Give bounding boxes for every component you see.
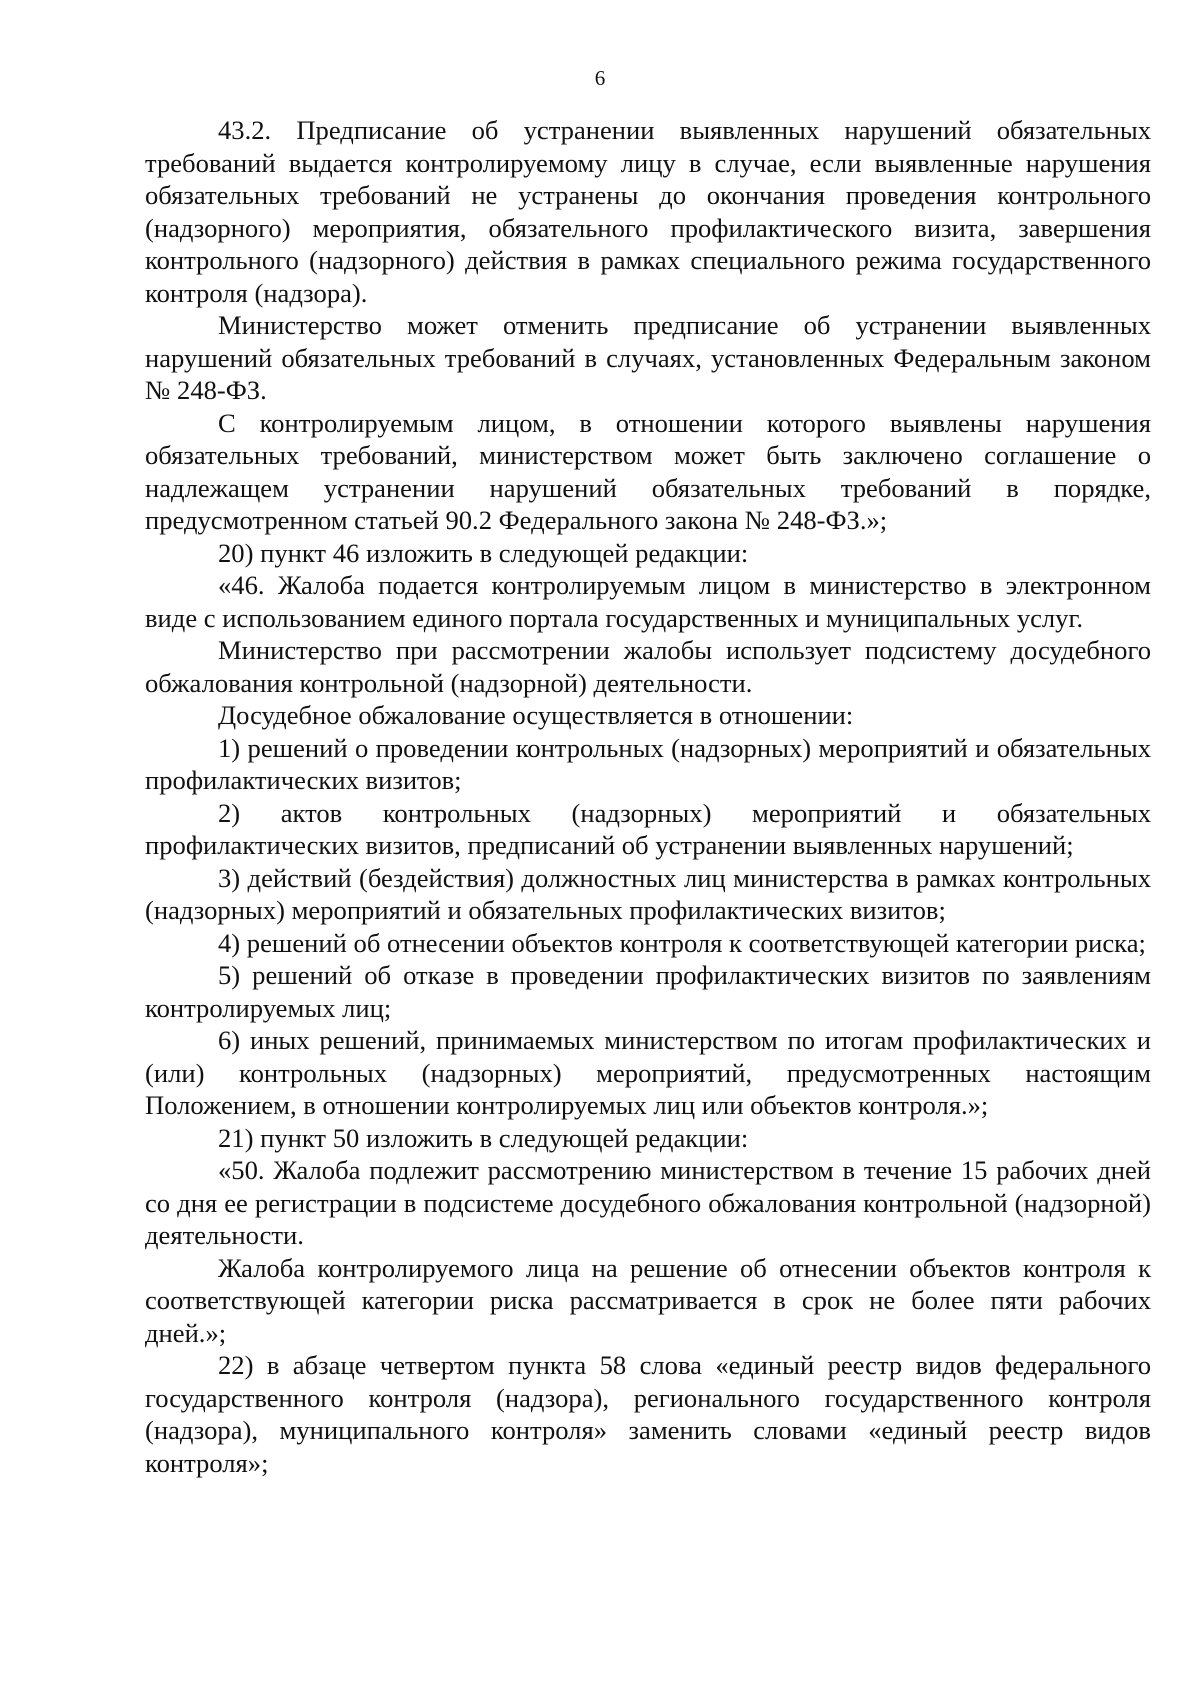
list-item-4: 4) решений об отнесении объектов контроля к соответствующей категории риска; [218,927,1146,958]
list-item-3: 3) действий (бездействия) должностных лиц министерства в рамках контрольных (надзорных) мероприятий и обязательных профилактических визитов; [145,862,1151,925]
list-item-1: 1) решений о проведении контрольных (надзорных) мероприятий и обязательных профилактических визитов; [145,732,1151,795]
paragraph-item-22: 22) в абзаце четвертом пункта 58 слова «единый реестр видов федерального государственного контроля (надзора), регионального государственного контроля (надзора), муниципального контроля» заменить словами «единый реестр видов контроля»; [145,1350,1151,1478]
paragraph-cancel-order: Министерство может отменить предписание об устранении выявленных нарушений обязательных требований в случаях, установленных Федеральным законом № 248-ФЗ. [145,310,1151,405]
list-item-2: 2) актов контрольных (надзорных) мероприятий и обязательных профилактических визитов, предписаний об устранении выявленных нарушений; [145,797,1151,860]
paragraph-item-20: 20) пункт 46 изложить в следующей редакции: [218,537,749,568]
paragraph-agreement: С контролируемым лицом, в отношении которого выявлены нарушения обязательных требований, министерством может быть заключено соглашение о надлежащем устранении нарушений обязательных требований в порядке, предусмотренном статьей 90.2 Федерального закона № 248-ФЗ.»; [145,407,1151,535]
paragraph-subsystem: Министерство при рассмотрении жалобы использует подсистему досудебного обжалования контрольной (надзорной) деятельности. [145,635,1151,698]
page-number: 6 [594,66,606,90]
document-body [145,114,1151,1479]
list-item-6: 6) иных решений, принимаемых министерством по итогам профилактических и (или) контрольных (надзорных) мероприятий, предусмотренных настоящим Положением, в отношении контролируемых лиц или объектов контроля.»; [145,1025,1151,1120]
paragraph-50: «50. Жалоба подлежит рассмотрению министерством в течение 15 рабочих дней со дня ее регистрации в подсистеме досудебного обжалования контрольной (надзорной) деятельности. [145,1155,1151,1250]
paragraph-appeal-scope: Досудебное обжалование осуществляется в отношении: [218,700,854,730]
paragraph-item-21: 21) пункт 50 изложить в следующей редакции: [218,1122,749,1153]
paragraph-43-2: 43.2. Предписание об устранении выявленных нарушений обязательных требований выдается контролируемому лицу в случае, если выявленные нарушения обязательных требований не устранены до окончания проведения контрольного (надзорного) мероприятия, обязательного профилактического визита, завершения контрольного (надзорного) действия в рамках специального режима государственного контроля (надзора). [145,115,1151,308]
paragraph-46: «46. Жалоба подается контролируемым лицом в министерство в электронном виде с использованием единого портала государственных и муниципальных услуг. [145,570,1151,633]
list-item-5: 5) решений об отказе в проведении профилактических визитов по заявлениям контролируемых лиц; [145,960,1151,1023]
paragraph-risk-category: Жалоба контролируемого лица на решение об отнесении объектов контроля к соответствующей категории риска рассматривается в срок не более пяти рабочих дней.»; [145,1252,1151,1348]
